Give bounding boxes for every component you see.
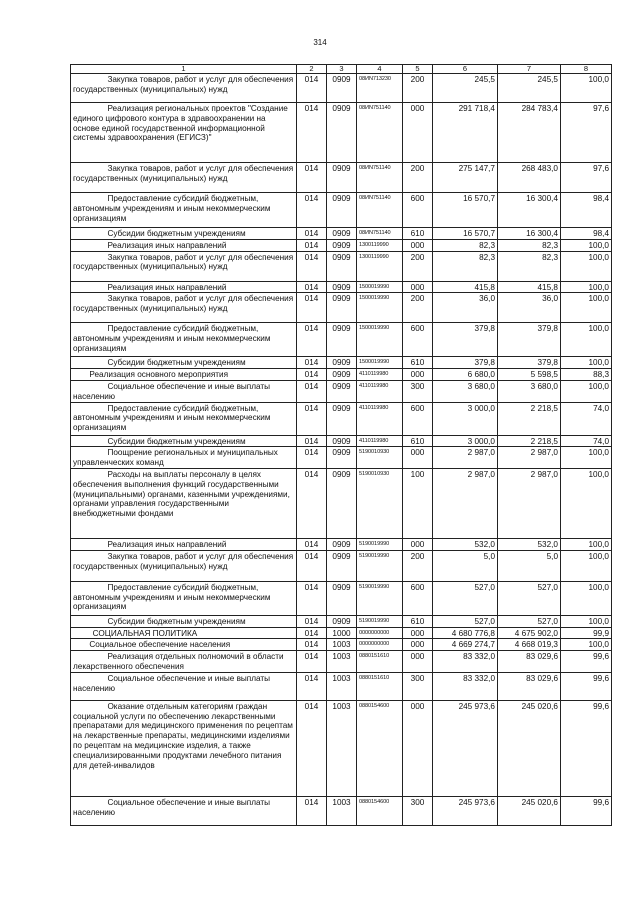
planned-amount-cell: 4 680 776,8 [433, 627, 498, 639]
grbs-code-cell: 014 [297, 369, 327, 381]
section-code-cell: 0909 [327, 435, 357, 447]
expense-name-cell: Предоставление субсидий бюджетным, автономным учреждениям и иным некоммерческим организациям [71, 193, 297, 228]
expense-name-cell: Закупка товаров, работ и услуг для обеспечения государственных (муниципальных) нужд [71, 251, 297, 281]
actual-amount-cell: 4 675 902,0 [498, 627, 561, 639]
execution-percent-cell: 100,0 [561, 251, 612, 281]
actual-amount-cell: 2 987,0 [498, 447, 561, 469]
actual-amount-cell: 82,3 [498, 239, 561, 251]
section-code-cell: 0909 [327, 193, 357, 228]
expense-type-cell: 610 [403, 615, 433, 627]
table-row [71, 228, 612, 240]
planned-amount-cell: 415,8 [433, 281, 498, 293]
execution-percent-cell: 100,0 [561, 380, 612, 402]
expense-type-cell: 300 [403, 796, 433, 825]
execution-percent-cell: 100,0 [561, 323, 612, 357]
expense-type-cell: 000 [403, 281, 433, 293]
planned-amount-cell: 245 973,6 [433, 796, 498, 825]
section-code-cell: 0909 [327, 281, 357, 293]
expense-type-cell: 200 [403, 550, 433, 581]
table-row [71, 402, 612, 435]
actual-amount-cell: 36,0 [498, 293, 561, 323]
target-article-cell: 08ИN751140 [357, 228, 403, 240]
expense-name-cell: Расходы на выплаты персоналу в целях обеспечения выполнения функций государственными (муниципальными) органами, казенными учреждениями, органами управления государственными внебюджетными фондами [71, 468, 297, 538]
execution-percent-cell: 100,0 [561, 615, 612, 627]
expense-name-cell: Социальное обеспечение населения [71, 639, 297, 651]
header-cell: 4 [357, 65, 403, 74]
actual-amount-cell: 16 300,4 [498, 228, 561, 240]
expense-name-cell: Реализация отдельных полномочий в области лекарственного обеспечения [71, 651, 297, 673]
table-row [71, 435, 612, 447]
expense-name-cell: Реализация региональных проектов "Создание единого цифрового контура в здравоохранении на основе единой государственной информационной системы здравоохранения (ЕГИСЗ)" [71, 103, 297, 163]
actual-amount-cell: 82,3 [498, 251, 561, 281]
section-code-cell: 0909 [327, 447, 357, 469]
planned-amount-cell: 245,5 [433, 74, 498, 103]
page-number: 314 [313, 38, 327, 47]
grbs-code-cell: 014 [297, 163, 327, 193]
expense-name-cell: Субсидии бюджетным учреждениям [71, 357, 297, 369]
target-article-cell: 1300119990 [357, 239, 403, 251]
expense-type-cell: 100 [403, 468, 433, 538]
grbs-code-cell: 014 [297, 447, 327, 469]
header-cell: 3 [327, 65, 357, 74]
planned-amount-cell: 3 000,0 [433, 435, 498, 447]
header-cell: 5 [403, 65, 433, 74]
table-row [71, 239, 612, 251]
expense-name-cell: Реализация иных направлений [71, 538, 297, 550]
table-row [71, 627, 612, 639]
table-row [71, 651, 612, 673]
actual-amount-cell: 83 029,6 [498, 651, 561, 673]
actual-amount-cell: 268 483,0 [498, 163, 561, 193]
planned-amount-cell: 2 987,0 [433, 468, 498, 538]
expense-type-cell: 200 [403, 163, 433, 193]
grbs-code-cell: 014 [297, 550, 327, 581]
expense-type-cell: 200 [403, 251, 433, 281]
header-row [71, 65, 612, 74]
target-article-cell: 0000000000 [357, 639, 403, 651]
expense-name-cell: Реализация основного мероприятия [71, 369, 297, 381]
expense-type-cell: 600 [403, 581, 433, 615]
target-article-cell: 5190019990 [357, 581, 403, 615]
planned-amount-cell: 3 000,0 [433, 402, 498, 435]
table-row [71, 163, 612, 193]
actual-amount-cell: 245 020,6 [498, 796, 561, 825]
expense-name-cell: Предоставление субсидий бюджетным, автономным учреждениям и иным некоммерческим организациям [71, 402, 297, 435]
expense-name-cell: Поощрение региональных и муниципальных управленческих команд [71, 447, 297, 469]
actual-amount-cell: 2 987,0 [498, 468, 561, 538]
table-row [71, 700, 612, 796]
expense-type-cell: 610 [403, 435, 433, 447]
execution-percent-cell: 100,0 [561, 550, 612, 581]
table-row [71, 468, 612, 538]
expense-name-cell: Закупка товаров, работ и услуг для обеспечения государственных (муниципальных) нужд [71, 293, 297, 323]
section-code-cell: 0909 [327, 251, 357, 281]
section-code-cell: 0909 [327, 163, 357, 193]
expense-type-cell: 600 [403, 323, 433, 357]
target-article-cell: 0880154600 [357, 700, 403, 796]
header-cell: 6 [433, 65, 498, 74]
target-article-cell: 08ИN751140 [357, 163, 403, 193]
grbs-code-cell: 014 [297, 228, 327, 240]
expense-type-cell: 000 [403, 369, 433, 381]
table-row [71, 639, 612, 651]
section-code-cell: 0909 [327, 323, 357, 357]
execution-percent-cell: 100,0 [561, 281, 612, 293]
execution-percent-cell: 98,4 [561, 228, 612, 240]
target-article-cell: 08ИN713230 [357, 74, 403, 103]
section-code-cell: 1003 [327, 700, 357, 796]
execution-percent-cell: 100,0 [561, 538, 612, 550]
expense-type-cell: 610 [403, 228, 433, 240]
grbs-code-cell: 014 [297, 700, 327, 796]
table-row [71, 615, 612, 627]
expense-type-cell: 000 [403, 639, 433, 651]
grbs-code-cell: 014 [297, 103, 327, 163]
header-cell: 7 [498, 65, 561, 74]
section-code-cell: 0909 [327, 239, 357, 251]
actual-amount-cell: 284 783,4 [498, 103, 561, 163]
section-code-cell: 0909 [327, 74, 357, 103]
execution-percent-cell: 99,6 [561, 796, 612, 825]
expense-type-cell: 000 [403, 239, 433, 251]
planned-amount-cell: 82,3 [433, 251, 498, 281]
execution-percent-cell: 97,6 [561, 163, 612, 193]
section-code-cell: 0909 [327, 615, 357, 627]
execution-percent-cell: 100,0 [561, 239, 612, 251]
table-row [71, 281, 612, 293]
target-article-cell: 08ИN751140 [357, 193, 403, 228]
target-article-cell: 08ИN751140 [357, 103, 403, 163]
grbs-code-cell: 014 [297, 651, 327, 673]
table-row [71, 251, 612, 281]
actual-amount-cell: 527,0 [498, 615, 561, 627]
expense-name-cell: Закупка товаров, работ и услуг для обеспечения государственных (муниципальных) нужд [71, 550, 297, 581]
grbs-code-cell: 014 [297, 581, 327, 615]
grbs-code-cell: 014 [297, 380, 327, 402]
target-article-cell: 5190010930 [357, 447, 403, 469]
expense-name-cell: Реализация иных направлений [71, 239, 297, 251]
table-row [71, 357, 612, 369]
execution-percent-cell: 100,0 [561, 357, 612, 369]
target-article-cell: 1500019990 [357, 323, 403, 357]
planned-amount-cell: 532,0 [433, 538, 498, 550]
planned-amount-cell: 36,0 [433, 293, 498, 323]
grbs-code-cell: 014 [297, 193, 327, 228]
planned-amount-cell: 16 570,7 [433, 193, 498, 228]
expense-name-cell: Закупка товаров, работ и услуг для обеспечения государственных (муниципальных) нужд [71, 74, 297, 103]
execution-percent-cell: 99,6 [561, 651, 612, 673]
planned-amount-cell: 83 332,0 [433, 672, 498, 700]
section-code-cell: 0909 [327, 103, 357, 163]
execution-percent-cell: 100,0 [561, 293, 612, 323]
header-cell: 1 [71, 65, 297, 74]
planned-amount-cell: 4 669 274,7 [433, 639, 498, 651]
actual-amount-cell: 379,8 [498, 357, 561, 369]
execution-percent-cell: 99,6 [561, 700, 612, 796]
header-cell: 2 [297, 65, 327, 74]
expense-type-cell: 600 [403, 402, 433, 435]
planned-amount-cell: 5,0 [433, 550, 498, 581]
planned-amount-cell: 291 718,4 [433, 103, 498, 163]
actual-amount-cell: 2 218,5 [498, 402, 561, 435]
section-code-cell: 0909 [327, 402, 357, 435]
table-row [71, 538, 612, 550]
section-code-cell: 0909 [327, 468, 357, 538]
execution-percent-cell: 99,6 [561, 672, 612, 700]
expense-name-cell: Закупка товаров, работ и услуг для обеспечения государственных (муниципальных) нужд [71, 163, 297, 193]
grbs-code-cell: 014 [297, 538, 327, 550]
actual-amount-cell: 245 020,6 [498, 700, 561, 796]
execution-percent-cell: 100,0 [561, 74, 612, 103]
actual-amount-cell: 379,8 [498, 323, 561, 357]
table-row [71, 672, 612, 700]
execution-percent-cell: 88,3 [561, 369, 612, 381]
actual-amount-cell: 83 029,6 [498, 672, 561, 700]
grbs-code-cell: 014 [297, 672, 327, 700]
section-code-cell: 0909 [327, 369, 357, 381]
expense-type-cell: 000 [403, 103, 433, 163]
execution-percent-cell: 100,0 [561, 468, 612, 538]
expense-type-cell: 000 [403, 447, 433, 469]
budget-table [70, 64, 612, 826]
grbs-code-cell: 014 [297, 239, 327, 251]
grbs-code-cell: 014 [297, 323, 327, 357]
table-row [71, 581, 612, 615]
actual-amount-cell: 4 668 019,3 [498, 639, 561, 651]
planned-amount-cell: 527,0 [433, 581, 498, 615]
target-article-cell: 5190010930 [357, 468, 403, 538]
target-article-cell: 1500019990 [357, 281, 403, 293]
actual-amount-cell: 16 300,4 [498, 193, 561, 228]
actual-amount-cell: 245,5 [498, 74, 561, 103]
expense-type-cell: 600 [403, 193, 433, 228]
execution-percent-cell: 98,4 [561, 193, 612, 228]
planned-amount-cell: 6 680,0 [433, 369, 498, 381]
expense-name-cell: Социальное обеспечение и иные выплаты населению [71, 672, 297, 700]
table-row [71, 796, 612, 825]
expense-type-cell: 000 [403, 627, 433, 639]
grbs-code-cell: 014 [297, 639, 327, 651]
expense-type-cell: 200 [403, 293, 433, 323]
execution-percent-cell: 99,9 [561, 627, 612, 639]
expense-name-cell: Социальное обеспечение и иные выплаты населению [71, 796, 297, 825]
table-row [71, 323, 612, 357]
expense-name-cell: Социальное обеспечение и иные выплаты населению [71, 380, 297, 402]
grbs-code-cell: 014 [297, 357, 327, 369]
expense-name-cell: Субсидии бюджетным учреждениям [71, 615, 297, 627]
section-code-cell: 0909 [327, 357, 357, 369]
planned-amount-cell: 379,8 [433, 323, 498, 357]
section-code-cell: 0909 [327, 293, 357, 323]
section-code-cell: 0909 [327, 228, 357, 240]
actual-amount-cell: 532,0 [498, 538, 561, 550]
planned-amount-cell: 275 147,7 [433, 163, 498, 193]
target-article-cell: 4110119980 [357, 369, 403, 381]
header-cell: 8 [561, 65, 612, 74]
expense-name-cell: Оказание отдельным категориям граждан социальной услуги по обеспечению лекарственными препаратами для медицинского применения по рецептам на лекарственные препараты, медицинскими изделиями по рецептам на медицинские изделия, а также специализированными продуктами лечебного питания для детей-инвалидов [71, 700, 297, 796]
target-article-cell: 5190019990 [357, 550, 403, 581]
expense-type-cell: 000 [403, 538, 433, 550]
section-code-cell: 0909 [327, 550, 357, 581]
section-code-cell: 0909 [327, 581, 357, 615]
expense-name-cell: СОЦИАЛЬНАЯ ПОЛИТИКА [71, 627, 297, 639]
grbs-code-cell: 014 [297, 293, 327, 323]
target-article-cell: 4110119980 [357, 402, 403, 435]
expense-type-cell: 610 [403, 357, 433, 369]
execution-percent-cell: 100,0 [561, 581, 612, 615]
actual-amount-cell: 5 598,5 [498, 369, 561, 381]
planned-amount-cell: 82,3 [433, 239, 498, 251]
expense-name-cell: Реализация иных направлений [71, 281, 297, 293]
expense-type-cell: 300 [403, 380, 433, 402]
planned-amount-cell: 245 973,6 [433, 700, 498, 796]
section-code-cell: 1000 [327, 627, 357, 639]
actual-amount-cell: 2 218,5 [498, 435, 561, 447]
execution-percent-cell: 97,6 [561, 103, 612, 163]
planned-amount-cell: 16 570,7 [433, 228, 498, 240]
expense-name-cell: Предоставление субсидий бюджетным, автономным учреждениям и иным некоммерческим организациям [71, 581, 297, 615]
target-article-cell: 4110119980 [357, 380, 403, 402]
planned-amount-cell: 527,0 [433, 615, 498, 627]
section-code-cell: 1003 [327, 651, 357, 673]
target-article-cell: 1500019990 [357, 293, 403, 323]
execution-percent-cell: 74,0 [561, 402, 612, 435]
target-article-cell: 0880151610 [357, 672, 403, 700]
table-row [71, 193, 612, 228]
expense-name-cell: Субсидии бюджетным учреждениям [71, 228, 297, 240]
actual-amount-cell: 415,8 [498, 281, 561, 293]
target-article-cell: 5190019990 [357, 538, 403, 550]
grbs-code-cell: 014 [297, 468, 327, 538]
target-article-cell: 1300119990 [357, 251, 403, 281]
table-row [71, 74, 612, 103]
actual-amount-cell: 5,0 [498, 550, 561, 581]
expense-type-cell: 300 [403, 672, 433, 700]
section-code-cell: 1003 [327, 796, 357, 825]
execution-percent-cell: 74,0 [561, 435, 612, 447]
section-code-cell: 0909 [327, 380, 357, 402]
target-article-cell: 5190019990 [357, 615, 403, 627]
section-code-cell: 1003 [327, 672, 357, 700]
execution-percent-cell: 100,0 [561, 447, 612, 469]
grbs-code-cell: 014 [297, 796, 327, 825]
expense-name-cell: Субсидии бюджетным учреждениям [71, 435, 297, 447]
table-row [71, 293, 612, 323]
table-row [71, 103, 612, 163]
target-article-cell: 0000000000 [357, 627, 403, 639]
actual-amount-cell: 3 680,0 [498, 380, 561, 402]
grbs-code-cell: 014 [297, 402, 327, 435]
target-article-cell: 0880151610 [357, 651, 403, 673]
planned-amount-cell: 3 680,0 [433, 380, 498, 402]
grbs-code-cell: 014 [297, 251, 327, 281]
section-code-cell: 0909 [327, 538, 357, 550]
planned-amount-cell: 2 987,0 [433, 447, 498, 469]
target-article-cell: 1500019990 [357, 357, 403, 369]
planned-amount-cell: 83 332,0 [433, 651, 498, 673]
grbs-code-cell: 014 [297, 74, 327, 103]
planned-amount-cell: 379,8 [433, 357, 498, 369]
expense-type-cell: 200 [403, 74, 433, 103]
grbs-code-cell: 014 [297, 627, 327, 639]
grbs-code-cell: 014 [297, 281, 327, 293]
execution-percent-cell: 100,0 [561, 639, 612, 651]
target-article-cell: 0880154600 [357, 796, 403, 825]
expense-type-cell: 000 [403, 651, 433, 673]
table-row [71, 447, 612, 469]
expense-type-cell: 000 [403, 700, 433, 796]
table-row [71, 380, 612, 402]
table-row [71, 369, 612, 381]
actual-amount-cell: 527,0 [498, 581, 561, 615]
expense-name-cell: Предоставление субсидий бюджетным, автономным учреждениям и иным некоммерческим организациям [71, 323, 297, 357]
section-code-cell: 1003 [327, 639, 357, 651]
target-article-cell: 4110119980 [357, 435, 403, 447]
table-row [71, 550, 612, 581]
grbs-code-cell: 014 [297, 435, 327, 447]
grbs-code-cell: 014 [297, 615, 327, 627]
